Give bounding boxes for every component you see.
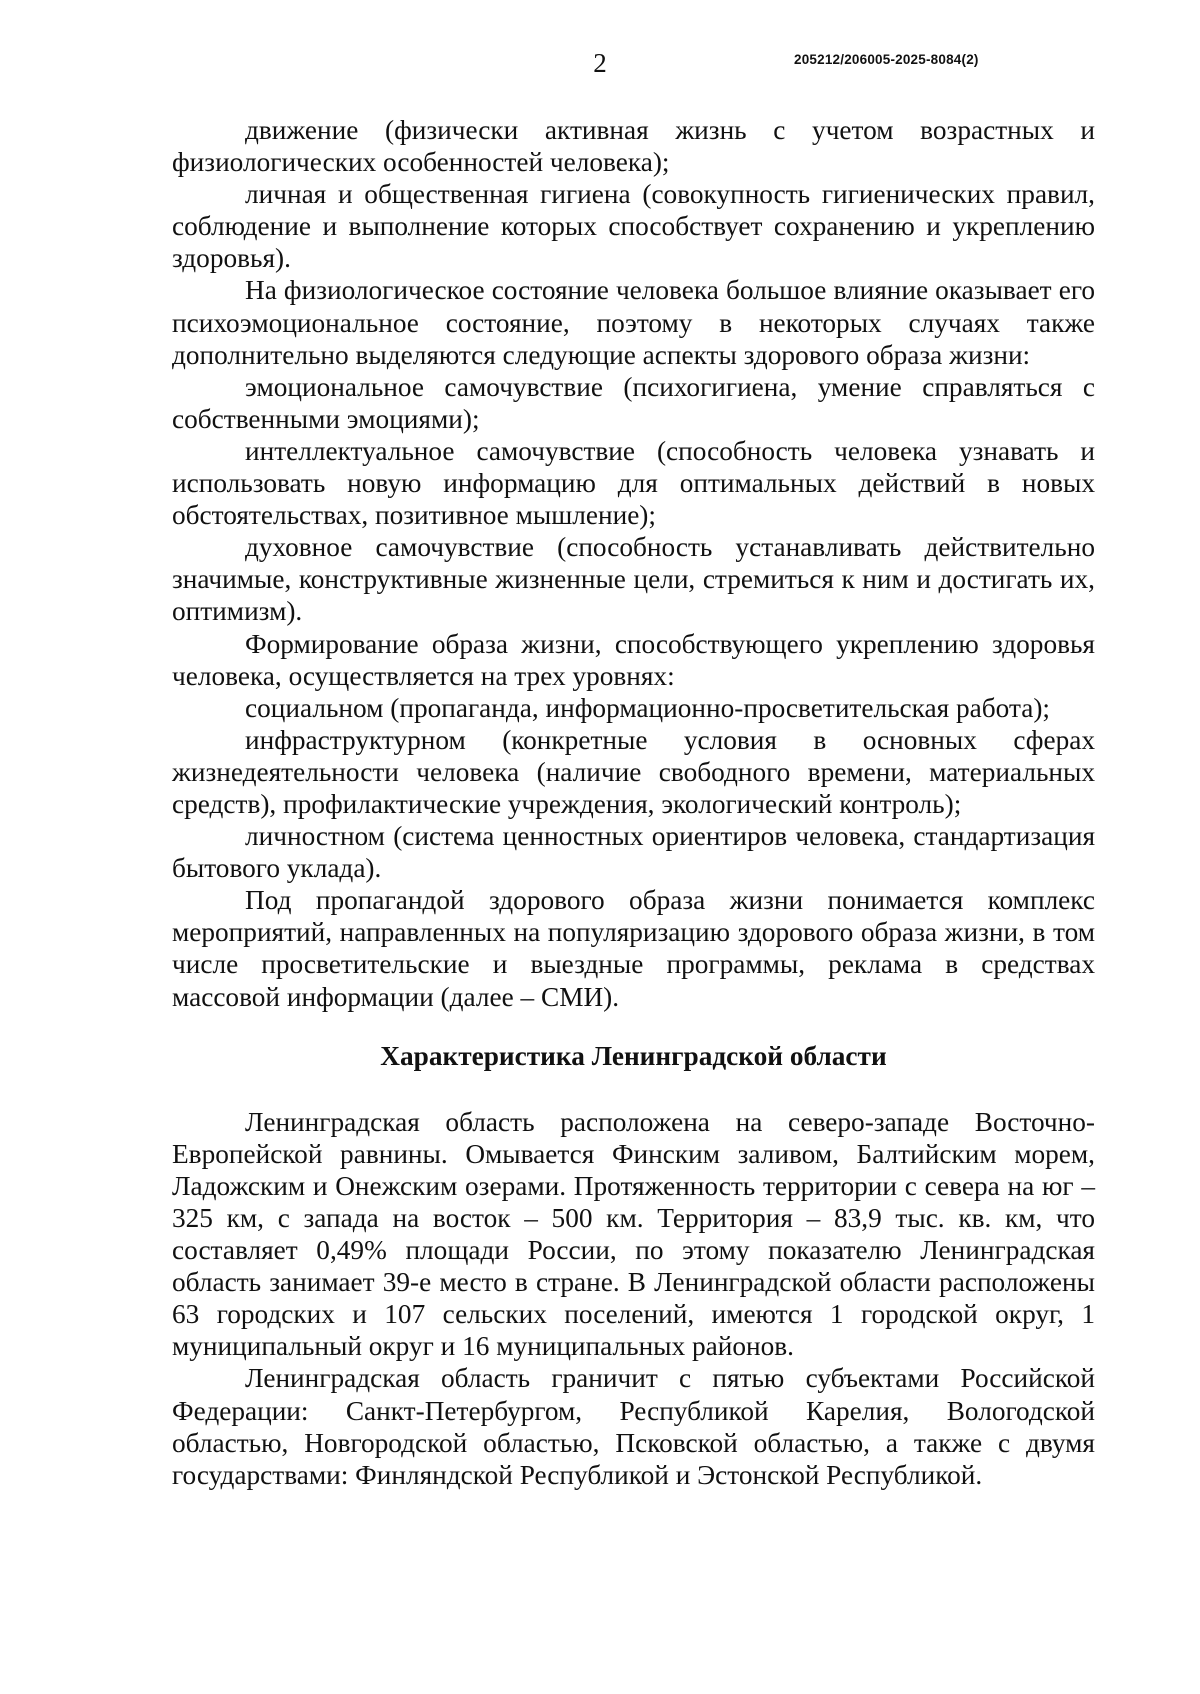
paragraph-movement: движение (физически активная жизнь с учетом возрастных и физиологических особенностей человека); (172, 115, 1095, 178)
paragraph-psychoemotional: На физиологическое состояние человека большое влияние оказывает его психоэмоциональное состояние, поэтому в некоторых случаях также дополнительно выделяются следующие аспекты здорового образа жизни: (172, 275, 1095, 370)
paragraph-social-level: социальном (пропаганда, информационно-просветительская работа); (245, 692, 1050, 723)
paragraph-region-geography: Ленинградская область расположена на северо-западе Восточно-Европейской равнины. Омывается Финским заливом, Балтийским морем, Ладожским и Онежским озерами. Протяженность территории с севера на юг – 325 км, с запада на восток – 500 км. Территория – 83,9 тыс. кв. км, что составляет 0,49% площади России, по этому показателю Ленинградская область занимает 39-е место в стране. В Ленинградской области расположены 63 городских и 107 сельских поселений, имеются 1 городской округ, 1 муниципальный округ и 16 муниципальных районов. (172, 1106, 1095, 1362)
paragraph-emotional-wellbeing: эмоциональное самочувствие (психогигиена, умение справляться с собственными эмоциями); (172, 371, 1095, 434)
page-number: 2 (593, 48, 607, 78)
paragraph-hygiene: личная и общественная гигиена (совокупность гигиенических правил, соблюдение и выполнение которых способствует сохранению и укреплению здоровья). (172, 179, 1095, 274)
paragraph-formation-levels: Формирование образа жизни, способствующего укреплению здоровья человека, осуществляется на трех уровнях: (172, 628, 1095, 691)
document-id: 205212/206005-2025-8084(2) (794, 52, 979, 67)
paragraph-personal-level: личностном (система ценностных ориентиров человека, стандартизация бытового уклада). (172, 821, 1095, 884)
document-body (172, 114, 1095, 1491)
paragraph-spiritual-wellbeing: духовное самочувствие (способность устанавливать действительно значимые, конструктивные жизненные цели, стремиться к ним и достигать их, оптимизм). (172, 532, 1095, 627)
paragraph-infrastructure-level: инфраструктурном (конкретные условия в основных сферах жизнедеятельности человека (наличие свободного времени, материальных средств), профилактические учреждения, экологический контроль); (172, 724, 1095, 819)
section-heading: Характеристика Ленинградской области (380, 1040, 887, 1071)
paragraph-region-borders: Ленинградская область граничит с пятью субъектами Российской Федерации: Санкт-Петербургом, Республикой Карелия, Вологодской областью, Новгородской областью, Псковской областью, а также с двумя государствами: Финляндской Республикой и Эстонской Республикой. (172, 1363, 1095, 1490)
paragraph-intellectual-wellbeing: интеллектуальное самочувствие (способность человека узнавать и использовать новую информацию для оптимальных действий в новых обстоятельствах, позитивное мышление); (172, 435, 1095, 531)
paragraph-propaganda: Под пропагандой здорового образа жизни понимается комплекс мероприятий, направленных на популяризацию здорового образа жизни, в том числе просветительские и выездные программы, реклама в средствах массовой информации (далее – СМИ). (172, 885, 1095, 1012)
